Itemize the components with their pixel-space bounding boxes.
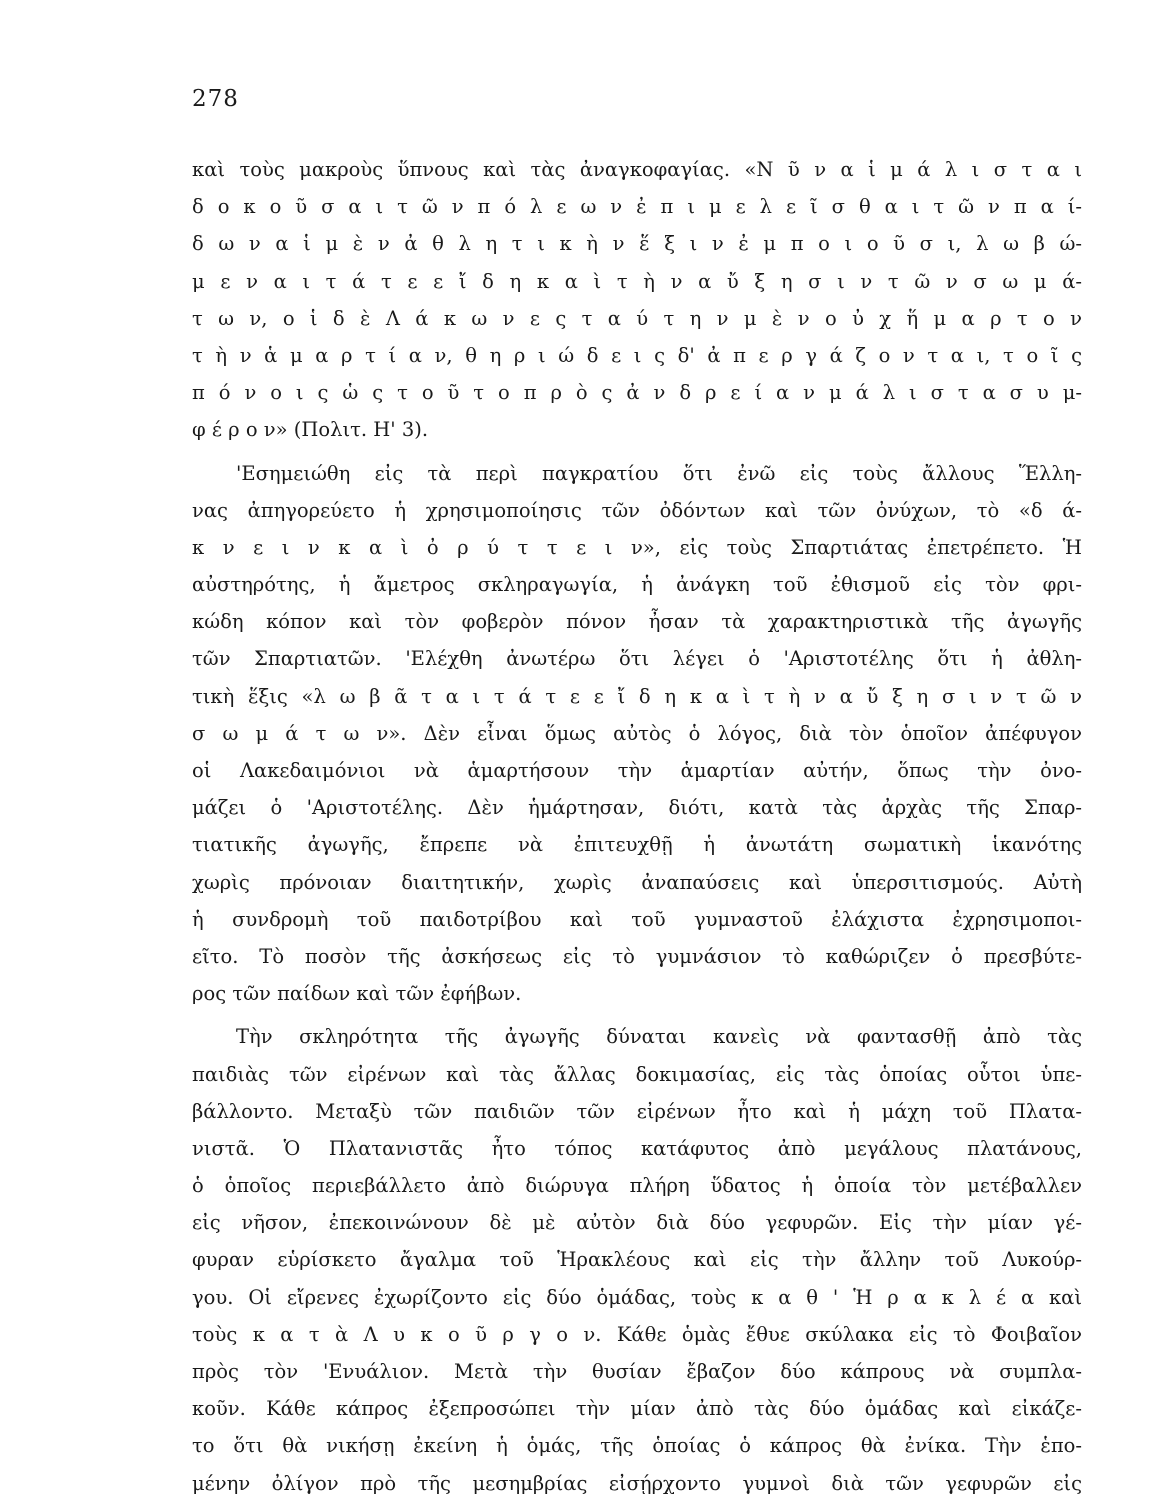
text-line: κοῦν. Κάθε κάπρος ἐξεπροσώπει τὴν μίαν ἀπὸ τὰς δύο ὁμάδας καὶ εἰκάζε-	[192, 1397, 1082, 1421]
text-line: χωρὶς πρόνοιαν διαιτητικήν, χωρὶς ἀναπαύσεις καὶ ὑπερσιτισμούς. Αὐτὴ	[192, 870, 1082, 894]
text-line: νιστᾶ. Ὁ Πλατανιστᾶς ἦτο τόπος κατάφυτος ἀπὸ μεγάλους πλατάνους,	[192, 1136, 1082, 1160]
text-line: δ ο κ ο ῦ σ α ι τ ῶ ν π ό λ ε ω ν ἐ π ι μ ε λ ε ῖ σ θ α ι τ ῶ ν π α ί-	[192, 195, 1082, 219]
text-line: οἱ Λακεδαιμόνιοι νὰ ἁμαρτήσουν τὴν ἁμαρτίαν αὐτήν, ὅπως τὴν ὀνο-	[192, 759, 1082, 782]
text-line: π ό ν ο ι ς ὡ ς τ ο ῦ τ ο π ρ ὸ ς ἀ ν δ ρ ε ί α ν μ ά λ ι σ τ α σ υ μ-	[192, 381, 1082, 405]
text-line: παιδιὰς τῶν εἰρένων καὶ τὰς ἄλλας δοκιμασίας, εἰς τὰς ὁποίας οὗτοι ὑπε-	[192, 1062, 1082, 1086]
text-line: ὁ ὁποῖος περιεβάλλετο ἀπὸ διώρυγα πλήρη ὕδατος ἡ ὁποία τὸν μετέβαλλεν	[192, 1174, 1082, 1198]
text-line: τ ὴ ν ἁ μ α ρ τ ί α ν, θ η ρ ι ώ δ ε ι ς δ' ἀ π ε ρ γ ά ζ ο ν τ α ι, τ ο ῖ ς	[192, 343, 1082, 367]
text-line: κώδη κόπον καὶ τὸν φοβερὸν πόνον ἦσαν τὰ χαρακτηριστικὰ τῆς ἀγωγῆς	[192, 610, 1082, 634]
text-line: μάζει ὁ 'Αριστοτέλης. Δὲν ἡμάρτησαν, διότι, κατὰ τὰς ἀρχὰς τῆς Σπαρ-	[192, 796, 1082, 820]
text-line: εῖτο. Τὸ ποσὸν τῆς ἀσκήσεως εἰς τὸ γυμνάσιον τὸ καθώριζεν ὁ πρεσβύτε-	[192, 944, 1082, 968]
paragraph	[192, 455, 1082, 1013]
text-line: τικὴ ἕξις «λ ω β ᾶ τ α ι τ ά τ ε ε ἴ δ η κ α ὶ τ ὴ ν α ὔ ξ η σ ι ν τ ῶ ν	[192, 684, 1082, 708]
text-line: μένην ὀλίγον πρὸ τῆς μεσημβρίας εἰσῄρχοντο γυμνοὶ διὰ τῶν γεφυρῶν εἰς	[192, 1471, 1082, 1495]
text-line: πρὸς τὸν 'Ενυάλιον. Μετὰ τὴν θυσίαν ἔβαζον δύο κάπρους νὰ συμπλα-	[192, 1360, 1082, 1383]
paragraph	[192, 1018, 1082, 1501]
text-line: ρος τῶν παίδων καὶ τῶν ἐφήβων.	[192, 982, 522, 1006]
text-line: 'Εσημειώθη εἰς τὰ περὶ παγκρατίου ὅτι ἐνῶ εἰς τοὺς ἄλλους Ἕλλη-	[236, 461, 1082, 485]
text-line: τ ω ν, ο ἱ δ ὲ Λ ά κ ω ν ε ς τ α ύ τ η ν μ ὲ ν ο ὐ χ ἥ μ α ρ τ ο ν	[192, 306, 1082, 330]
text-line: νας ἀπηγορεύετο ἡ χρησιμοποίησις τῶν ὀδόντων καὶ τῶν ὀνύχων, τὸ «δ ά-	[192, 498, 1082, 522]
text-line: γου. Οἱ εἴρενες ἐχωρίζοντο εἰς δύο ὁμάδας, τοὺς κ α θ ' Ἡ ρ α κ λ έ α καὶ	[192, 1285, 1082, 1309]
text-line: ἡ συνδρομὴ τοῦ παιδοτρίβου καὶ τοῦ γυμναστοῦ ἐλάχιστα ἐχρησιμοποι-	[192, 907, 1082, 931]
text-line: το ὅτι θὰ νικήσῃ ἐκείνη ἡ ὁμάς, τῆς ὁποίας ὁ κάπρος θὰ ἐνίκα. Τὴν ἑπο-	[192, 1434, 1082, 1458]
text-line: Τὴν σκληρότητα τῆς ἀγωγῆς δύναται κανεὶς νὰ φαντασθῇ ἀπὸ τὰς	[236, 1025, 1082, 1049]
text-line: φυραν εὑρίσκετο ἄγαλμα τοῦ Ἡρακλέους καὶ εἰς τὴν ἄλλην τοῦ Λυκούρ-	[192, 1248, 1082, 1272]
text-line: μ ε ν α ι τ ά τ ε ε ἴ δ η κ α ὶ τ ὴ ν α ὔ ξ η σ ι ν τ ῶ ν σ ω μ ά-	[192, 269, 1082, 293]
text-line: εἰς νῆσον, ἐπεκοινώνουν δὲ μὲ αὐτὸν διὰ δύο γεφυρῶν. Εἰς τὴν μίαν γέ-	[192, 1211, 1082, 1235]
page-number: 278	[192, 86, 239, 112]
text-line: φ έ ρ ο ν» (Πολιτ. Η' 3).	[192, 418, 429, 442]
text-line: σ ω μ ά τ ω ν». Δὲν εἶναι ὅμως αὐτὸς ὁ λόγος, διὰ τὸν ὁποῖον ἀπέφυγον	[192, 721, 1082, 745]
text-line: βάλλοντο. Μεταξὺ τῶν παιδιῶν τῶν εἰρένων ἦτο καὶ ἡ μάχη τοῦ Πλατα-	[192, 1099, 1082, 1123]
text-line: αὐστηρότης, ἡ ἄμετρος σκληραγωγία, ἡ ἀνάγκη τοῦ ἐθισμοῦ εἰς τὸν φρι-	[192, 573, 1082, 597]
body-text	[192, 151, 1082, 1502]
text-line: τῶν Σπαρτιατῶν. 'Ελέχθη ἀνωτέρω ὅτι λέγει ὁ 'Αριστοτέλης ὅτι ἡ ἀθλη-	[192, 647, 1082, 671]
text-line: καὶ τοὺς μακροὺς ὕπνους καὶ τὰς ἀναγκοφαγίας. «Ν ῦ ν α ἱ μ ά λ ι σ τ α ι	[192, 158, 1082, 181]
paragraph	[192, 151, 1082, 449]
text-line: τιατικῆς ἀγωγῆς, ἔπρεπε νὰ ἐπιτευχθῇ ἡ ἀνωτάτη σωματικὴ ἱκανότης	[192, 833, 1082, 857]
text-line: τοὺς κ α τ ὰ Λ υ κ ο ῦ ρ γ ο ν. Κάθε ὁμὰς ἔθυε σκύλακα εἰς τὸ Φοιβαῖον	[192, 1322, 1082, 1346]
text-line: δ ω ν α ἱ μ ὲ ν ἀ θ λ η τ ι κ ὴ ν ἕ ξ ι ν ἐ μ π ο ι ο ῦ σ ι, λ ω β ώ-	[192, 232, 1082, 256]
text-line: κ ν ε ι ν κ α ὶ ὀ ρ ύ τ τ ε ι ν», εἰς τοὺς Σπαρτιάτας ἐπετρέπετο. Ἡ	[192, 535, 1082, 559]
